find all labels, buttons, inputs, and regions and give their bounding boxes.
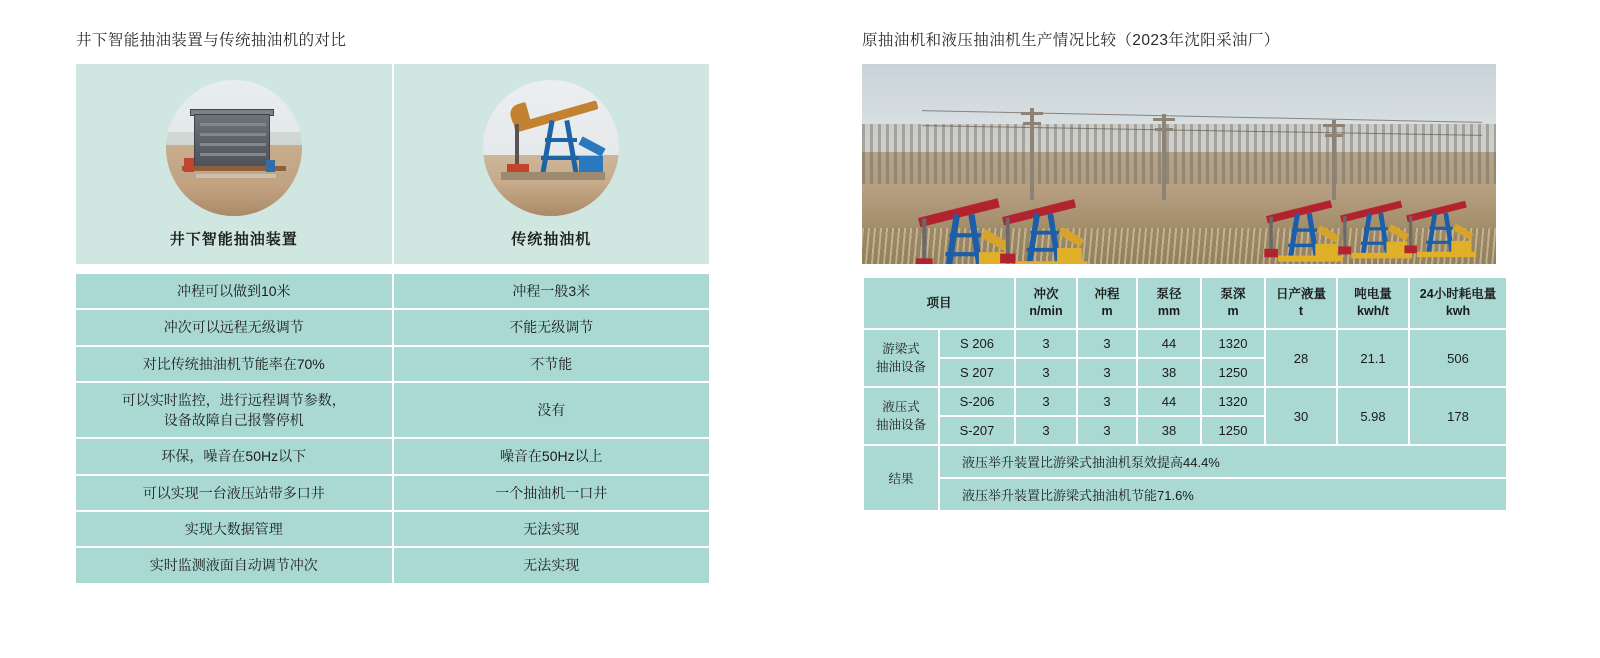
comparison-cell-conventional: 不能无级调节 — [394, 310, 710, 344]
comparison-row — [76, 439, 709, 473]
table-cell-well-name: S 206 — [940, 330, 1014, 357]
comparison-cell-conventional: 一个抽油机一口井 — [394, 476, 710, 510]
table-header — [864, 278, 1506, 328]
comparison-cell-smart: 对比传统抽油机节能率在70% — [76, 347, 392, 381]
table-cell-daily-power: 178 — [1410, 388, 1506, 444]
comparison-row — [76, 347, 709, 381]
table-cell-daily-power: 506 — [1410, 330, 1506, 386]
table-cell-strokes: 3 — [1016, 417, 1076, 444]
right-panel-title: 原抽油机和液压抽油机生产情况比较（2023年沈阳采油厂） — [862, 32, 1280, 49]
production-panel — [862, 28, 1522, 512]
table-cell-stroke-length: 3 — [1078, 359, 1136, 386]
table-cell-pump-depth: 1320 — [1202, 388, 1264, 415]
comparison-cell-conventional: 不节能 — [394, 347, 710, 381]
table-cell-stroke-length: 3 — [1078, 330, 1136, 357]
table-column-header: 泵径 mm — [1138, 278, 1200, 328]
header-label-conventional-pumpjack: 传统抽油机 — [511, 231, 592, 248]
table-column-header: 吨电量 kwh/t — [1338, 278, 1408, 328]
table-cell-ton-power: 21.1 — [1338, 330, 1408, 386]
comparison-cell-conventional: 噪音在50Hz以上 — [394, 439, 710, 473]
comparison-cell-smart: 冲程可以做到10米 — [76, 274, 392, 308]
comparison-cell-smart: 冲次可以远程无级调节 — [76, 310, 392, 344]
comparison-row — [76, 512, 709, 546]
comparison-row — [76, 548, 709, 582]
table-cell-pump-diameter: 44 — [1138, 388, 1200, 415]
table-column-header: 冲次 n/min — [1016, 278, 1076, 328]
header-cell-smart-unit — [76, 64, 392, 264]
table-row-category: 游梁式 抽油设备 — [864, 330, 938, 386]
table-header-row — [864, 278, 1506, 328]
table-cell-pump-depth: 1250 — [1202, 417, 1264, 444]
comparison-row — [76, 476, 709, 510]
comparison-row — [76, 310, 709, 344]
table-cell-pump-depth: 1320 — [1202, 330, 1264, 357]
comparison-cell-conventional: 冲程一般3米 — [394, 274, 710, 308]
comparison-cell-smart: 实时监测液面自动调节冲次 — [76, 548, 392, 582]
comparison-cell-smart: 可以实现一台液压站带多口井 — [76, 476, 392, 510]
comparison-cell-conventional: 无法实现 — [394, 548, 710, 582]
table-row — [864, 330, 1506, 357]
table-cell-stroke-length: 3 — [1078, 417, 1136, 444]
left-panel-title: 井下智能抽油装置与传统抽油机的对比 — [76, 32, 347, 49]
table-cell-pump-diameter: 38 — [1138, 359, 1200, 386]
table-cell-well-name: S-206 — [940, 388, 1014, 415]
comparison-cell-smart: 环保，噪音在50Hz以下 — [76, 439, 392, 473]
table-result-text: 液压举升装置比游梁式抽油机泵效提高44.4% — [940, 446, 1506, 477]
table-cell-pump-depth: 1250 — [1202, 359, 1264, 386]
comparison-row — [76, 383, 709, 438]
table-row-category: 液压式 抽油设备 — [864, 388, 938, 444]
table-row — [864, 388, 1506, 415]
table-cell-well-name: S 207 — [940, 359, 1014, 386]
comparison-row — [76, 274, 709, 308]
table-cell-pump-diameter: 38 — [1138, 417, 1200, 444]
smart-downhole-unit-photo — [166, 80, 302, 216]
table-body — [864, 330, 1506, 510]
conventional-pumpjack-photo — [483, 80, 619, 216]
table-cell-pump-diameter: 44 — [1138, 330, 1200, 357]
header-cell-conventional-pumpjack — [394, 64, 710, 264]
comparison-rows — [76, 274, 709, 583]
table-cell-strokes: 3 — [1016, 359, 1076, 386]
table-column-header: 项目 — [864, 278, 1014, 328]
comparison-panel — [76, 28, 716, 583]
comparison-cell-smart: 可以实时监控，进行远程调节参数， 设备故障自己报警停机 — [76, 383, 392, 438]
table-column-header: 泵深 m — [1202, 278, 1264, 328]
table-cell-well-name: S-207 — [940, 417, 1014, 444]
table-cell-strokes: 3 — [1016, 330, 1076, 357]
table-result-text: 液压举升装置比游梁式抽油机节能71.6% — [940, 479, 1506, 510]
table-column-header: 24小时耗电量 kwh — [1410, 278, 1506, 328]
table-cell-stroke-length: 3 — [1078, 388, 1136, 415]
table-result-row — [864, 446, 1506, 477]
comparison-cell-conventional: 无法实现 — [394, 512, 710, 546]
table-cell-daily-liquid: 28 — [1266, 330, 1336, 386]
table-cell-ton-power: 5.98 — [1338, 388, 1408, 444]
oil-field-pumpjacks-photo — [862, 64, 1496, 264]
header-label-smart-unit: 井下智能抽油装置 — [169, 231, 298, 248]
production-comparison-table — [862, 276, 1508, 512]
table-cell-daily-liquid: 30 — [1266, 388, 1336, 444]
table-column-header: 日产液量 t — [1266, 278, 1336, 328]
table-result-row — [864, 479, 1506, 510]
table-cell-strokes: 3 — [1016, 388, 1076, 415]
table-column-header: 冲程 m — [1078, 278, 1136, 328]
table-result-label: 结果 — [864, 446, 938, 510]
comparison-cell-conventional: 没有 — [394, 383, 710, 438]
comparison-cell-smart: 实现大数据管理 — [76, 512, 392, 546]
comparison-header-row — [76, 64, 709, 264]
